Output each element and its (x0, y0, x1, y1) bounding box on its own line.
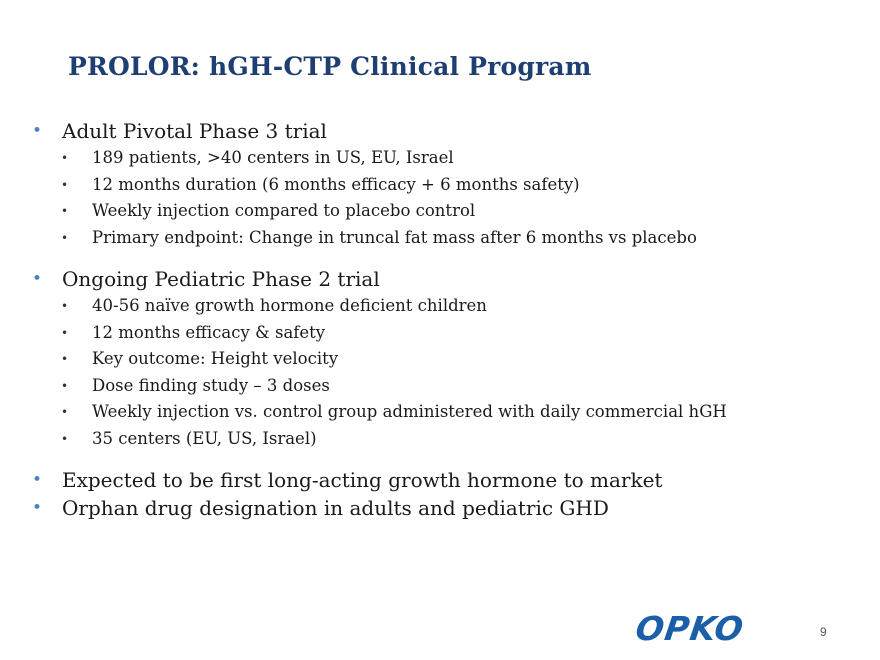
section-heading-text: Adult Pivotal Phase 3 trial (62, 119, 327, 143)
bullet-icon: • (32, 121, 43, 141)
list-item-text: 189 patients, >40 centers in US, EU, Israel (92, 148, 454, 167)
page-number: 9 (820, 625, 827, 639)
bullet-icon: • (32, 470, 43, 490)
bullet-icon: • (61, 230, 69, 245)
list-item (30, 145, 870, 172)
bullet-icon: • (61, 405, 69, 419)
list-item (30, 373, 870, 400)
closing-item-text: Orphan drug designation in adults and pediatric GHD (62, 496, 609, 520)
bullet-icon: • (61, 325, 69, 340)
list-item (30, 346, 870, 373)
list-item (30, 293, 870, 320)
bullet-icon: • (61, 204, 69, 218)
bullet-icon: • (61, 299, 69, 313)
section-heading (30, 265, 870, 293)
bullet-icon: • (32, 269, 43, 289)
spacer (30, 251, 870, 265)
list-item (30, 225, 870, 252)
list-item (30, 198, 870, 225)
bullet-icon: • (61, 378, 69, 393)
closing-item (30, 494, 870, 522)
list-item-text: Weekly injection compared to placebo control (92, 201, 476, 220)
list-item (30, 399, 870, 426)
list-item-text: Primary endpoint: Change in truncal fat mass after 6 months vs placebo (92, 227, 697, 247)
list-item-text: 35 centers (EU, US, Israel) (92, 428, 317, 448)
list-item-text: 12 months efficacy & safety (92, 322, 326, 342)
section-heading (30, 117, 870, 145)
list-item-text: Weekly injection vs. control group administered with daily commercial hGH (92, 402, 727, 421)
bullet-icon: • (61, 151, 69, 165)
bullet-icon: • (61, 177, 69, 192)
list-item-text: Key outcome: Height velocity (92, 349, 339, 368)
bullet-icon: • (61, 431, 69, 446)
list-item (30, 172, 870, 199)
slide-content (30, 117, 870, 522)
closing-item-text: Expected to be first long-acting growth hormone to market (62, 468, 663, 492)
bullet-icon: • (61, 352, 69, 366)
list-item-text: 12 months duration (6 months efficacy + 6 months safety) (92, 174, 580, 194)
opko-logo: OPKO (633, 609, 747, 648)
closing-item (30, 466, 870, 494)
list-item-text: 40-56 naïve growth hormone deficient children (92, 296, 487, 315)
list-item (30, 320, 870, 347)
section-heading-text: Ongoing Pediatric Phase 2 trial (62, 267, 380, 291)
list-item-text: Dose finding study – 3 doses (92, 375, 330, 395)
bullet-icon: • (32, 498, 43, 518)
list-item (30, 426, 870, 453)
slide-title: PROLOR: hGH-CTP Clinical Program (68, 52, 592, 81)
spacer (30, 452, 870, 466)
